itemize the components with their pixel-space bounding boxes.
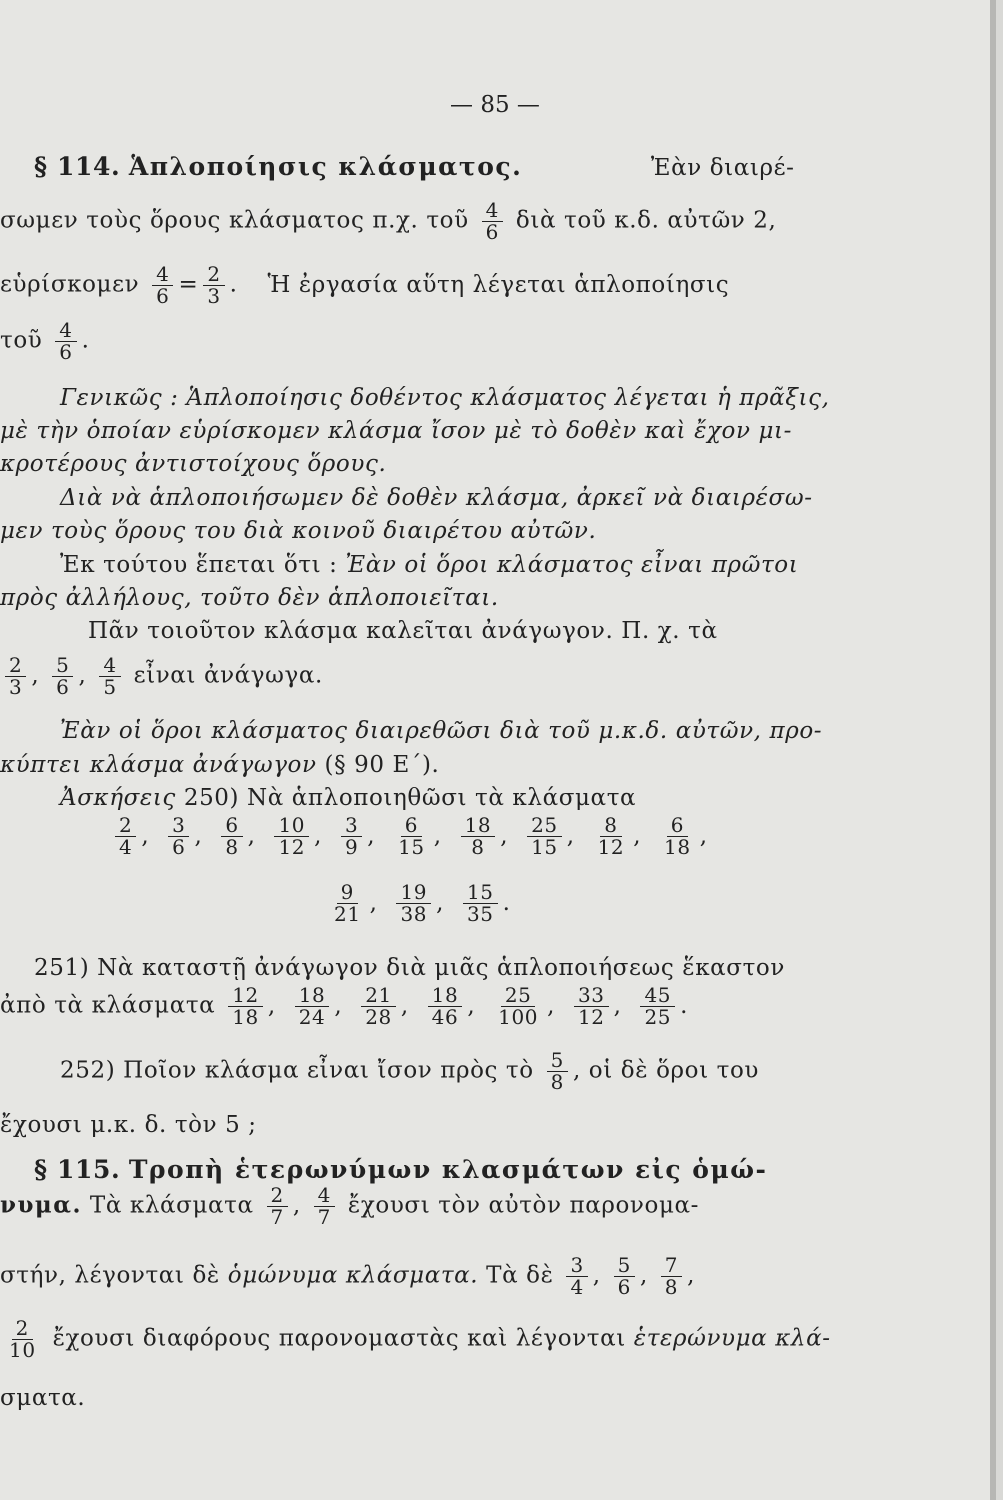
denominator: 8: [664, 1275, 679, 1299]
denominator: 4: [570, 1275, 584, 1299]
separator: ,: [633, 822, 650, 849]
fraction: [341, 815, 362, 858]
text-segment: Ἐκ τούτου ἕπεται ὅτι :: [60, 552, 338, 578]
denominator: 7: [317, 1205, 331, 1229]
denominator: 6: [59, 340, 73, 364]
numerator: 7: [661, 1255, 682, 1277]
denominator: 35: [466, 902, 494, 926]
denominator: 8: [550, 1070, 564, 1094]
text-segment: οἱ δὲ ὅροι του: [588, 1057, 759, 1084]
text-line: νυμα. Τὰ κλάσματα $\frac{2}{7}$ , $\frac{4}{7}$ ἔχουσι τὸν αὐτὸν παρονομα-: [0, 1183, 699, 1229]
separator: ,: [566, 822, 583, 849]
numerator: 9: [337, 882, 358, 904]
text-line: κροτέρους ἀντιστοίχους ὅρους.: [0, 451, 387, 477]
separator: ,: [267, 992, 284, 1019]
separator: ,: [500, 822, 517, 849]
denominator: 3: [207, 284, 221, 308]
fraction: [228, 985, 263, 1028]
numerator: 2: [267, 1185, 288, 1207]
numerator: 6: [401, 815, 422, 837]
fraction: [5, 655, 26, 698]
fraction: [295, 985, 330, 1028]
exercise-250: [60, 785, 636, 811]
text-segment: τοῦ: [0, 327, 43, 354]
denominator: 24: [298, 1005, 326, 1029]
denominator: 7: [270, 1205, 284, 1229]
separator: ,: [433, 822, 450, 849]
text-line: [60, 552, 798, 578]
denominator: 18: [664, 835, 691, 859]
exercise-252: 252) Ποῖον κλάσμα εἶναι ἴσον πρὸς τὸ $\frac{5}{8}$ , οἱ δὲ ὅροι του: [60, 1048, 759, 1094]
text-segment: κύπτει κλάσμα ἀνάγωγον: [0, 752, 317, 778]
denominator: 3: [9, 675, 23, 699]
separator: ,: [314, 822, 330, 849]
text-segment: ἔχουσι τὸν αὐτὸν παρονομα-: [347, 1192, 699, 1219]
text-line: τοῦ $\frac{4}{6}$ .: [0, 318, 90, 364]
denominator: 6: [172, 835, 186, 859]
page-number: — 85 —: [450, 92, 540, 118]
fraction: [5, 1318, 40, 1361]
text-line: [0, 985, 694, 1028]
fraction: [547, 1050, 568, 1093]
fraction: [566, 1255, 587, 1298]
text-segment: νυμα.: [0, 1191, 82, 1219]
fraction: [115, 815, 136, 858]
numerator: 21: [361, 985, 396, 1007]
denominator: 12: [278, 835, 306, 859]
text-line: [0, 1318, 831, 1361]
numerator: 45: [640, 985, 675, 1007]
fraction: [274, 815, 309, 858]
numerator: 2: [203, 264, 224, 286]
numerator: 8: [600, 815, 621, 837]
section-115-heading: [34, 1155, 767, 1184]
fraction: [527, 815, 562, 858]
text-line: μεν τοὺς ὅρους του διὰ κοινοῦ διαιρέτου αὐτῶν.: [0, 518, 597, 544]
numerator: 2: [12, 1318, 33, 1340]
numerator: 6: [667, 815, 688, 837]
text-line: στήν, λέγονται δὲ ὁμώνυμα κλάσματα. Τὰ δὲ $\frac{3}{4}$ , $\frac{5}{6}$ , $\frac{7}{8}$ ,: [0, 1253, 696, 1299]
section-number: § 115.: [34, 1155, 121, 1184]
denominator: 8: [225, 835, 239, 859]
text-segment: Ἡ ἐργασία αὕτη λέγεται ἁπλοποίησις: [267, 271, 730, 298]
fraction: [221, 815, 242, 858]
text-segment: ἀπὸ τὰ κλάσματα: [0, 992, 216, 1019]
fraction: [463, 882, 498, 925]
denominator: 46: [431, 1005, 459, 1029]
fraction: [594, 815, 629, 858]
text-line: Πᾶν τοιοῦτον κλάσμα καλεῖται ἀνάγωγον. Π. χ. τὰ: [88, 618, 718, 644]
section-114-heading: [34, 152, 795, 181]
text-line: ἔχουσι μ.κ. δ. τὸν 5 ;: [0, 1112, 257, 1138]
denominator: 6: [485, 220, 499, 244]
denominator: 15: [398, 835, 425, 859]
section-title: Τροπὴ ἑτερωνύμων κλασμάτων εἰς ὁμώ-: [128, 1155, 768, 1184]
denominator: 38: [400, 902, 428, 926]
fraction: [52, 655, 73, 698]
fraction: [99, 655, 120, 698]
fraction: [614, 1255, 635, 1298]
numerator: 2: [115, 815, 136, 837]
fraction: [396, 882, 431, 925]
fraction: [203, 264, 224, 307]
numerator: 3: [341, 815, 362, 837]
denominator: 10: [9, 1338, 36, 1362]
text-segment: ὁμώνυμα κλάσματα.: [227, 1262, 479, 1289]
numerator: 3: [168, 815, 189, 837]
numerator: 18: [295, 985, 330, 1007]
fraction: [661, 1255, 682, 1298]
text-line: σματα.: [0, 1385, 86, 1411]
fraction: [361, 985, 396, 1028]
numerator: 33: [574, 985, 609, 1007]
denominator: 100: [498, 1005, 539, 1029]
text-line: Ἐὰν οἱ ὅροι κλάσματος διαιρεθῶσι διὰ τοῦ μ.κ.δ. αὐτῶν, προ-: [60, 718, 823, 744]
exercise-251: 251) Νὰ καταστῇ ἀνάγωγον διὰ μιᾶς ἁπλοποιήσεως ἕκαστον: [34, 955, 785, 981]
numerator: 4: [314, 1185, 335, 1207]
separator: ,: [699, 822, 708, 849]
fraction: [314, 1185, 335, 1228]
separator: ,: [247, 822, 264, 849]
separator: .: [680, 992, 689, 1019]
fraction: [428, 985, 463, 1028]
text-segment: εὑρίσκομεν: [0, 271, 140, 298]
numerator: 15: [463, 882, 498, 904]
denominator: 18: [232, 1005, 259, 1029]
separator: ,: [400, 992, 417, 1019]
numerator: 6: [221, 815, 242, 837]
fraction: [330, 882, 365, 925]
text-line: Διὰ νὰ ἁπλοποιήσωμεν δὲ δοθὲν κλάσμα, ἀρκεῖ νὰ διαιρέσω-: [60, 485, 813, 511]
separator: ,: [436, 889, 452, 916]
text-line: πρὸς ἀλλήλους, τοῦτο δὲν ἁπλοποιεῖται.: [0, 585, 499, 611]
fraction: [55, 320, 76, 363]
fraction-list: [110, 815, 714, 858]
numerator: 18: [461, 815, 496, 837]
text-segment: διὰ τοῦ κ.δ. αὐτῶν 2,: [515, 207, 777, 234]
numerator: 19: [396, 882, 431, 904]
text-segment: 250) Νὰ ἁπλοποιηθῶσι τὰ κλάσματα: [183, 785, 637, 811]
separator: ,: [141, 822, 158, 849]
text-segment: (§ 90 Ε΄).: [324, 752, 440, 778]
exercises-label: Ἀσκήσεις: [60, 785, 176, 811]
numerator: 5: [547, 1050, 568, 1072]
denominator: 8: [471, 835, 485, 859]
fraction: [168, 815, 189, 858]
text-segment: στήν, λέγονται δὲ: [0, 1262, 220, 1289]
text-segment: Τὰ κλάσματα: [89, 1192, 254, 1219]
numerator: 4: [99, 655, 120, 677]
numerator: 25: [527, 815, 562, 837]
numerator: 4: [482, 200, 503, 222]
fraction: [494, 985, 542, 1028]
numerator: 18: [428, 985, 463, 1007]
text-segment: Τὰ δὲ: [486, 1262, 554, 1289]
numerator: 4: [55, 320, 76, 342]
text-segment: Ἐὰν οἱ ὅροι κλάσματος εἶναι πρῶτοι: [345, 552, 799, 578]
separator: ,: [613, 992, 630, 1019]
text-segment: ἑτερώνυμα κλά-: [633, 1325, 831, 1352]
denominator: 25: [644, 1005, 672, 1029]
text-segment: σωμεν τοὺς ὅρους κλάσματος π.χ. τοῦ: [0, 207, 469, 234]
text-line: Γενικῶς : Ἁπλοποίησις δοθέντος κλάσματος λέγεται ἡ πρᾶξις,: [60, 385, 830, 411]
numerator: 4: [152, 264, 173, 286]
fraction: [394, 815, 429, 858]
fraction: [152, 264, 173, 307]
denominator: 15: [531, 835, 558, 859]
section-title: Ἁπλοποίησις κλάσματος.: [128, 152, 523, 181]
separator: ,: [367, 822, 384, 849]
text-line: [0, 200, 776, 243]
numerator: 12: [228, 985, 263, 1007]
text-line: $\frac{2}{3}$ , $\frac{5}{6}$ , $\frac{4}{5}$ εἶναι ἀνάγωγα.: [0, 655, 323, 698]
text-line: μὲ τὴν ὁποίαν εὑρίσκομεν κλάσμα ἴσον μὲ τὸ δοθὲν καὶ ἔχον μι-: [0, 418, 793, 444]
text-segment: ἔχουσι διαφόρους παρονομαστὰς καὶ λέγονται: [52, 1325, 626, 1352]
fraction: [660, 815, 695, 858]
text-line: εὑρίσκομεν $\frac{4}{6}$ = $\frac{2}{3}$ . Ἡ ἐργασία αὕτη λέγεται ἁπλοποίησις: [0, 262, 730, 308]
separator: ,: [547, 992, 563, 1019]
fraction: [482, 200, 503, 243]
denominator: 28: [365, 1005, 392, 1029]
denominator: 9: [344, 835, 359, 859]
numerator: 2: [5, 655, 26, 677]
separator: .: [502, 889, 511, 916]
numerator: 5: [614, 1255, 635, 1277]
denominator: 12: [597, 835, 625, 859]
fraction: [461, 815, 496, 858]
separator: ,: [369, 889, 386, 916]
text-segment: 252) Ποῖον κλάσμα εἶναι ἴσον πρὸς τὸ: [60, 1057, 534, 1084]
fraction-list: [325, 882, 517, 925]
denominator: 4: [119, 835, 133, 859]
section-number: § 114.: [34, 152, 121, 181]
numerator: 25: [501, 985, 536, 1007]
denominator: 21: [334, 902, 361, 926]
denominator: 5: [103, 675, 117, 699]
separator: ,: [194, 822, 211, 849]
denominator: 6: [56, 675, 70, 699]
fraction-list: [223, 983, 694, 1029]
fraction: [574, 985, 609, 1028]
text-line: [0, 752, 439, 778]
numerator: 5: [52, 655, 73, 677]
text-segment: εἶναι ἀνάγωγα.: [133, 662, 323, 689]
numerator: 3: [566, 1255, 587, 1277]
fraction: [640, 985, 675, 1028]
text-line: Ἐὰν διαιρέ-: [650, 155, 795, 181]
numerator: 10: [274, 815, 309, 837]
denominator: 6: [617, 1275, 631, 1299]
fraction: [267, 1185, 288, 1228]
separator: ,: [334, 992, 351, 1019]
separator: ,: [467, 992, 484, 1019]
denominator: 6: [156, 284, 170, 308]
denominator: 12: [577, 1005, 605, 1029]
